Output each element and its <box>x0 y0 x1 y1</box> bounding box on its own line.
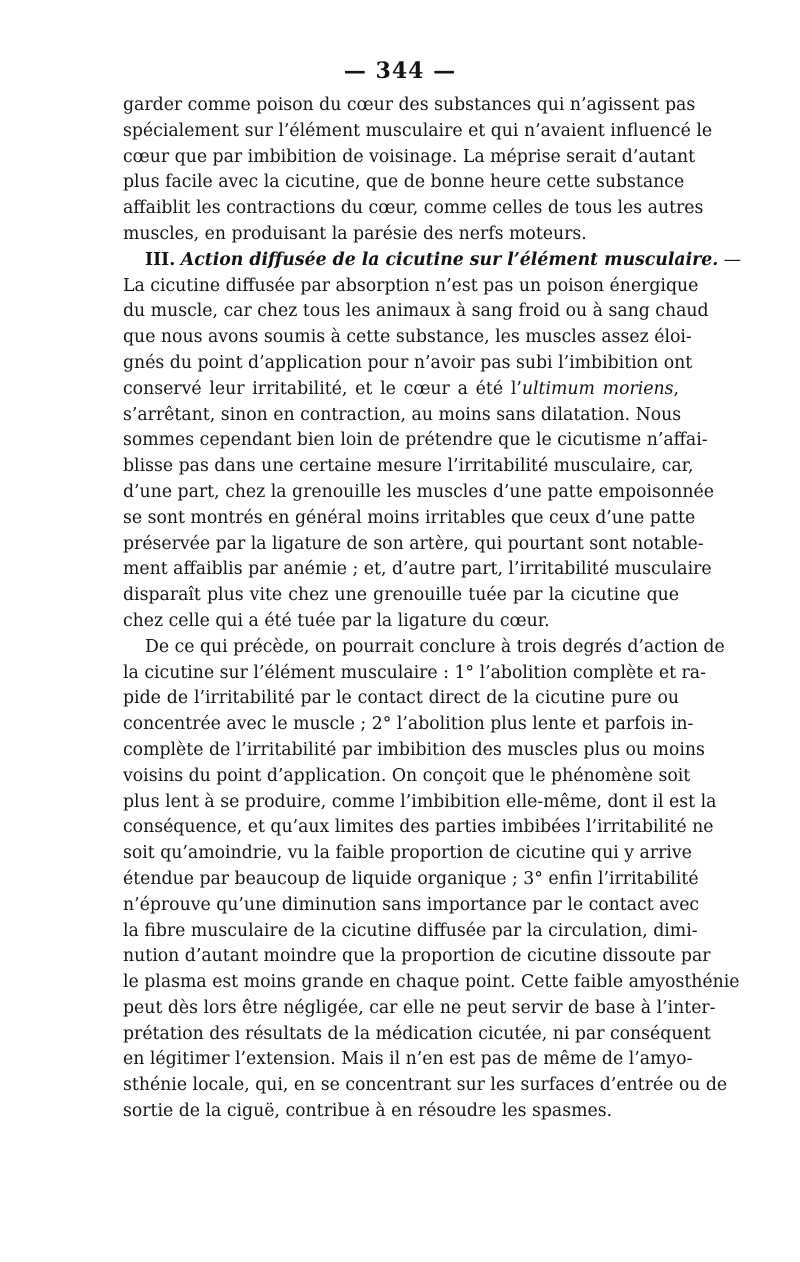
text-line: blisse pas dans une certaine mesure l’irritabilité musculaire, car, <box>123 456 694 477</box>
text-line: garder comme poison du cœur des substances qui n’agissent pas <box>123 95 696 115</box>
text-line: s’arrêtant, sinon en contraction, au moins sans dilatation. Nous <box>123 404 682 425</box>
text-line: ment affaiblis par anémie ; et, d’autre part, l’irritabilité musculaire <box>123 559 712 580</box>
page-number: — 344 — <box>343 58 457 84</box>
text-line: pide de l’irritabilité par le contact direct de la cicutine pure ou <box>123 688 679 709</box>
text-line: sortie de la ciguë, contribue à en résoudre les spasmes. <box>123 1101 613 1122</box>
text-line: spécialement sur l’élément musculaire et qui n’avaient influencé le <box>123 120 713 141</box>
text-line: la fibre musculaire de la cicutine diffusée par la circulation, dimi- <box>123 920 698 941</box>
text-line: la cicutine sur l’élément musculaire : 1° l’abolition complète et ra- <box>123 662 706 683</box>
body-text <box>123 93 742 1125</box>
section-heading-line <box>123 248 742 274</box>
text-line: en légitimer l’extension. Mais il n’en est pas de même de l’amyo- <box>123 1049 693 1070</box>
text-line: De ce qui précède, on pourrait conclure à trois degrés d’action de <box>145 636 725 657</box>
text-line: n’éprouve qu’une diminution sans importance par le contact avec <box>123 894 700 915</box>
text-line: chez celle qui a été tuée par la ligature du cœur. <box>123 610 550 631</box>
paragraph-conclusion <box>123 635 740 1125</box>
text-line: conséquence, et qu’aux limites des parties imbibées l’irritabilité ne <box>123 817 714 838</box>
text-run: conservé leur irritabilité, et le cœur a été l’ <box>123 378 522 399</box>
text-line: disparaît plus vite chez une grenouille tuée par la cicutine que <box>123 585 679 606</box>
text-line: muscles, en produisant la parésie des nerfs moteurs. <box>123 223 587 244</box>
text-line: le plasma est moins grande en chaque point. Cette faible amyosthénie <box>123 972 740 993</box>
section-number: III. <box>145 249 176 270</box>
text-line: sthénie locale, qui, en se concentrant sur les surfaces d’entrée ou de <box>123 1075 728 1096</box>
text-line: prétation des résultats de la médication cicutée, ni par conséquent <box>123 1023 711 1044</box>
text-line: gnés du point d’application pour n’avoir pas subi l’imbibition ont <box>123 352 693 373</box>
latin-phrase: ultimum moriens <box>521 378 674 399</box>
text-line: complète de l’irritabilité par imbibition des muscles plus ou moins <box>123 739 705 760</box>
text-line: plus lent à se produire, comme l’imbibition elle-même, dont il est la <box>123 791 717 812</box>
text-line: sommes cependant bien loin de prétendre que le cicutisme n’affai- <box>123 430 708 451</box>
section-iii <box>123 248 742 635</box>
text-line: se sont montrés en général moins irritables que ceux d’une patte <box>123 507 696 528</box>
text-line: voisins du point d’application. On conçoit que le phénomène soit <box>123 765 691 786</box>
section-dash: — <box>718 249 742 270</box>
text-line: préservée par la ligature de son artère, qui pourtant sont notable- <box>123 533 704 554</box>
text-run: , <box>673 378 679 399</box>
text-line: La cicutine diffusée par absorption n’est pas un poison énergique <box>123 275 699 296</box>
section-title: Action diffusée de la cicutine sur l’élément musculaire. <box>180 249 719 270</box>
text-line: étendue par beaucoup de liquide organique ; 3° enfin l’irritabilité <box>123 868 699 889</box>
text-line: peut dès lors être négligée, car elle ne peut servir de base à l’inter- <box>123 997 716 1018</box>
paragraph-continuation <box>123 93 713 248</box>
text-line: d’une part, chez la grenouille les muscles d’une patte empoisonnée <box>123 481 714 502</box>
text-line: que nous avons soumis à cette substance, les muscles assez éloi- <box>123 327 692 348</box>
text-line: nution d’autant moindre que la proportion de cicutine dissoute par <box>123 946 711 967</box>
text-line: cœur que par imbibition de voisinage. La méprise serait d’autant <box>123 146 696 167</box>
text-line: concentrée avec le muscle ; 2° l’abolition plus lente et parfois in- <box>123 714 694 735</box>
text-line: soit qu’amoindrie, vu la faible proportion de cicutine qui y arrive <box>123 843 692 864</box>
text-line: plus facile avec la cicutine, que de bonne heure cette substance <box>123 172 685 193</box>
text-line: du muscle, car chez tous les animaux à sang froid ou à sang chaud <box>123 301 709 322</box>
text-line <box>123 377 679 403</box>
text-line: affaiblit les contractions du cœur, comme celles de tous les autres <box>123 198 704 219</box>
